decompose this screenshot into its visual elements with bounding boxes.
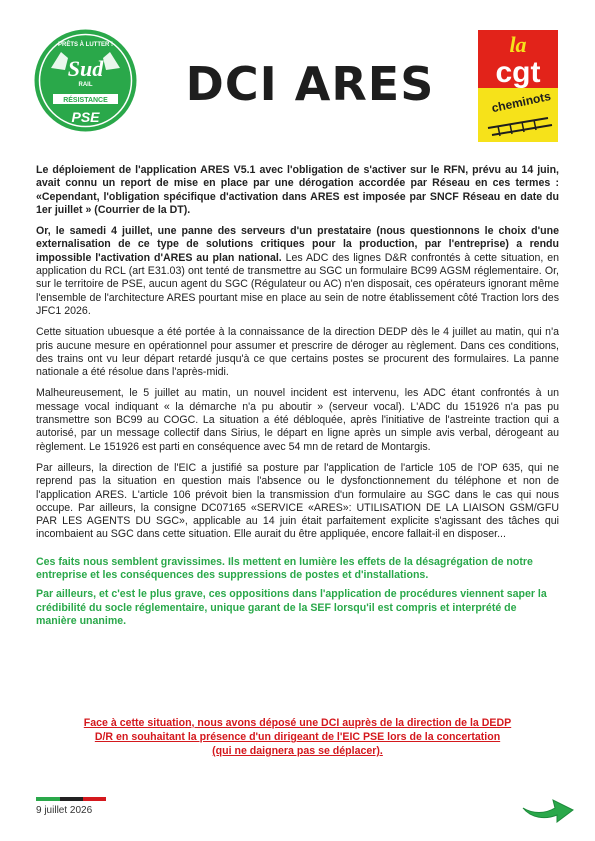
stripe-black [60, 797, 83, 801]
sud-rail-pse-logo [33, 28, 138, 133]
dci-line-3: (qui ne daignera pas se déplacer). [212, 745, 383, 757]
dci-line-2: D/R en souhaitant la présence d'un dirigeant de l'EIC PSE lors de la concertation [94, 731, 501, 743]
footer-date: 9 juillet 2026 [36, 805, 93, 816]
cgt-cheminots-logo [478, 30, 558, 142]
document-body [36, 164, 559, 636]
paragraph-second-incident: Malheureusement, le 5 juillet au matin, un nouvel incident est intervenu, les ADC étant confrontés à un message vocal indiquant « la démarche n'a pu aboutir » (serveur vocal). L'ADC du 151926 n'a pas pu transmettre son BC99 au COGC. La situation a été débloquée, après l'initiative de l'astreinte traction qui a autorisé, par un message collectif dans Sirius, le départ en ligne après un simple avis verbal, dérogeant au règlement. Le 151926 est parti en conséquence avec 54 mn de retard de Montargis. [36, 387, 559, 453]
intro-paragraph: Le déploiement de l'application ARES V5.1 avec l'obligation de s'activer sur le RFN, prévu au 14 juin, avait connu un report de mise en place par une dérogation accordée par Réseau en ces termes : «Cependant, l'obligation spécifique d'activation dans ARES est imposée par SNCF Réseau en date du 1er juillet » (Courrier de la DT). [36, 164, 559, 216]
stripe-green [36, 797, 60, 801]
logo-right-cgt: cgt [495, 56, 541, 89]
paragraph-eic-justification: Par ailleurs, la direction de l'EIC a justifié sa posture par l'application de l'article 105 de l'OP 635, qui ne reprend pas la situation en question mais l'absence ou le dysfonctionnement du téléphone et non de l'application ARES. L'article 106 prévoit bien la transmission d'un formulaire au SGC dans le cas qui nous occupe. Par ailleurs, la consigne DC07165 «SERVICE «ARES»: UTILISATION DE LA LIAISON GSM/GFU PAR LES AGENTS DU SGC», applicable au 14 juin était parfaitement explicite s'agissant des tâches qui incombaient au SGC dans cette situation. Elle aurait du être appliquée, encore fallait-il en disposer... [36, 461, 559, 541]
logo-left-bottom-text: PSE [71, 109, 100, 125]
paragraph-direction-informed: Cette situation ubuesque a été portée à la connaissance de la direction DEDP dès le 4 juillet au matin, qui n'a pris aucune mesure en opérationnel pour assumer et prescrire de déroger au règlement. Dans ces conditions, des trains ont vu leur départ retardé jusqu'à ce que certains postes se procurent des formulaires. La panne nationale a été résolue dans l'après-midi. [36, 326, 559, 379]
page-title: DCI ARES [185, 57, 435, 111]
dci-statement [36, 716, 559, 758]
green-statement-1: Ces faits nous semblent gravissimes. Ils mettent en lumière les effets de la désagrégation de notre entreprise et les conséquences des suppressions de postes et d'installations. [36, 555, 533, 582]
logo-left-brand: Sud [67, 56, 104, 81]
logo-left-top-text: PRÊTS À LUTTER ! [58, 42, 113, 48]
stripe-red [83, 797, 106, 801]
green-statement-2: Par ailleurs, et c'est le plus grave, ces oppositions dans l'application de procédures viennent saper la crédibilité du socle réglementaire, unique garant de la SEF lorsqu'il est compris et interprété de manière unanime. [36, 588, 547, 627]
outage-bold-text: Or, le samedi 4 juillet, une panne des serveurs d'un prestataire (nous questionnons le choix d'une externalisation de ce type de solutions critiques pour la production, par l'entreprise) a rendu impossible l'activation d'ARES au plan national. [36, 225, 559, 264]
logo-left-band: RÉSISTANCE [63, 97, 108, 104]
logo-left-brand-sub: RAIL [78, 82, 93, 88]
outage-rest-text: Les ADC des lignes D&R confrontés à cette situation, en application du RCL (art E31.03) ont tenté de transmettre au SGC un formulaire BC99 AGSM réglementaire. Or, sur le territoire de PSE, aucun agent du SGC (Régulateur ou AC) n'en disposait, ces opérateurs ignorant même l'ensemble de l'architecture ARES pourtant mise en place au sein de notre établissement côté Traction lors des JFC1 2026. [36, 251, 559, 317]
next-page-arrow-icon[interactable] [519, 792, 575, 826]
logo-right-sub: cheminots [490, 89, 552, 116]
logo-right-la: la [509, 32, 527, 57]
dci-line-1: Face à cette situation, nous avons déposé une DCI auprès de la direction de la DEDP [83, 717, 512, 729]
paragraph-outage [36, 225, 559, 318]
footer-color-stripe [36, 797, 106, 801]
